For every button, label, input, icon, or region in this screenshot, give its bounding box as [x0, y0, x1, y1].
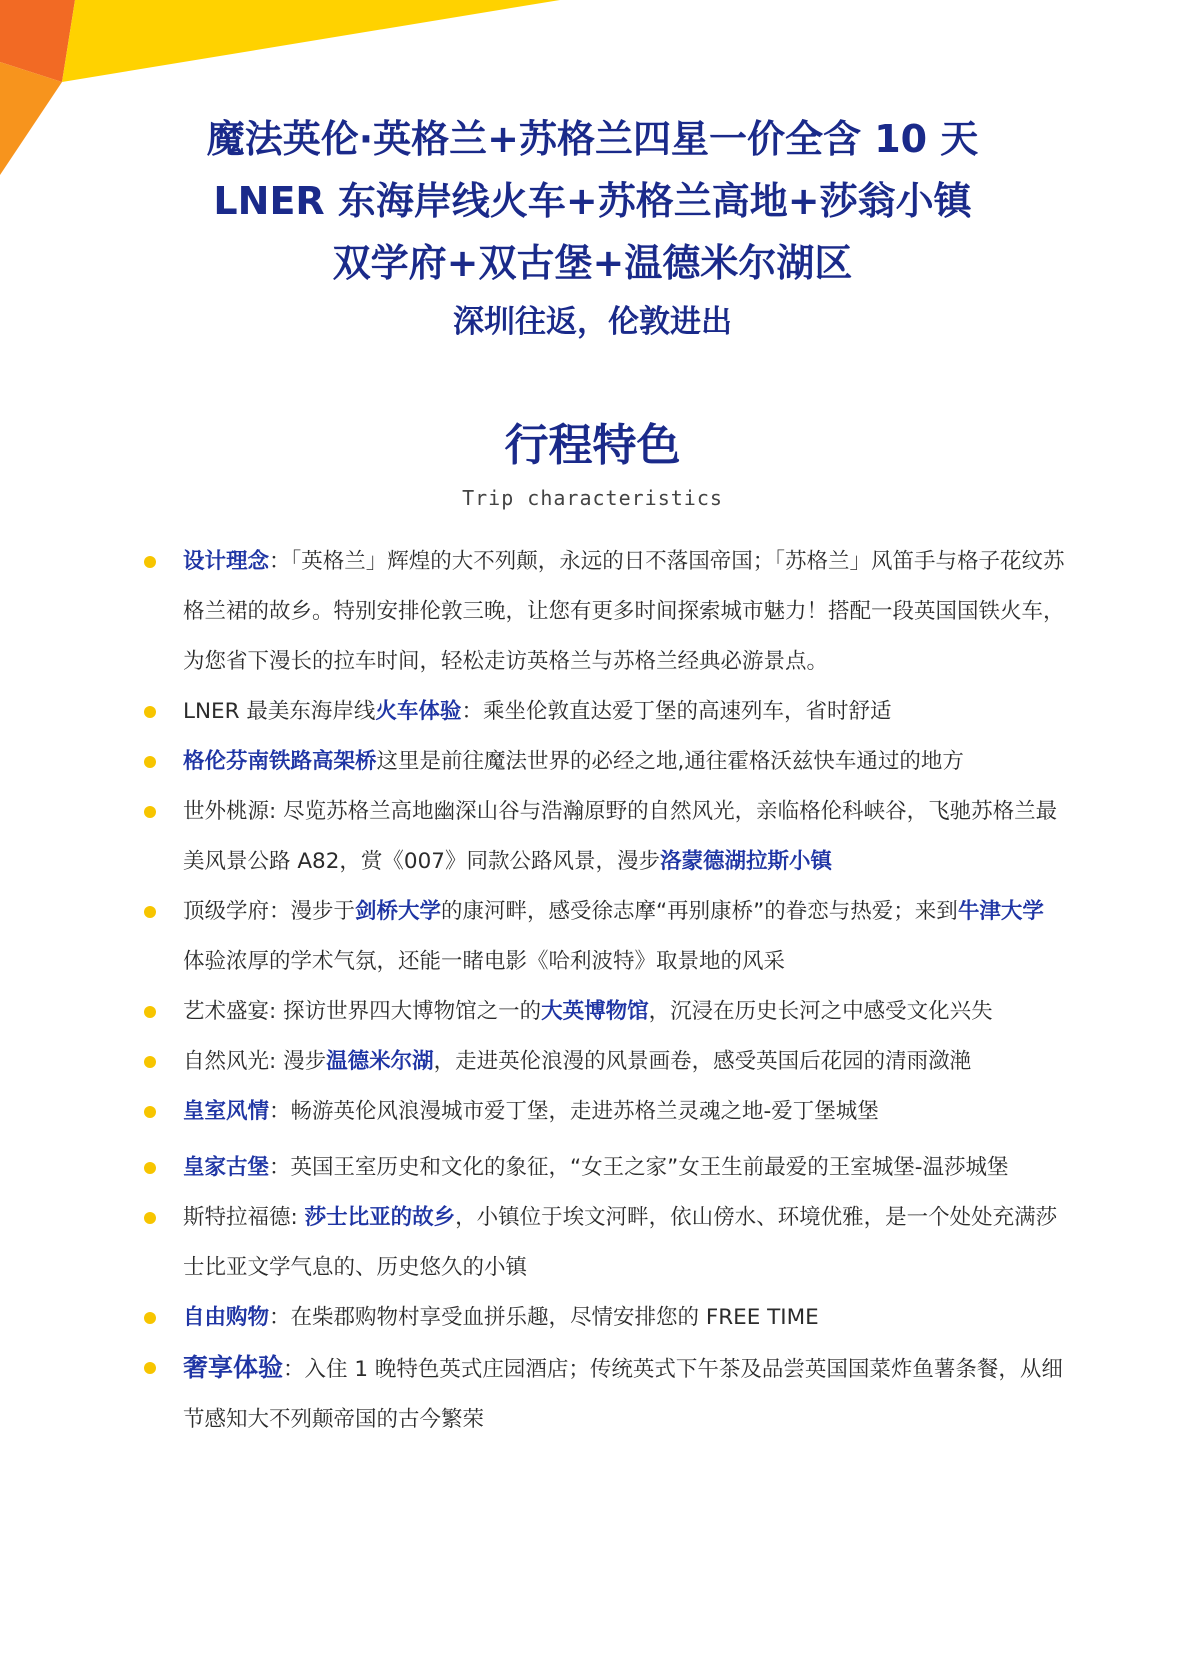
bullet-icon: [144, 1362, 156, 1374]
feature-item-royal-style: [140, 1087, 1065, 1137]
bullet-icon: [144, 706, 156, 718]
bullet-icon: [144, 1312, 156, 1324]
feature-item-luxury: [140, 1343, 1065, 1445]
feature-item-museum: [140, 987, 1065, 1037]
feature-item-highlands: [140, 787, 1065, 887]
feature-highlight: 洛蒙德湖拉斯小镇: [659, 849, 832, 874]
feature-text: ：乘坐伦敦直达爱丁堡的高速列车，省时舒适: [461, 699, 892, 724]
feature-item-shopping: [140, 1293, 1065, 1343]
feature-text: 世外桃源: 尽览苏格兰高地幽深山谷与浩瀚原野的自然风光，亲临格伦科峡谷，飞驰苏格兰最美风景公路 A82，赏《007》同款公路风景，漫步: [183, 799, 1058, 874]
section-title: 行程特色: [504, 420, 681, 471]
feature-item-lake: [140, 1037, 1065, 1087]
feature-text: 斯特拉福德:: [183, 1205, 305, 1230]
feature-item-royal-castle: [140, 1143, 1065, 1193]
bullet-icon: [144, 556, 156, 568]
bullet-icon: [144, 1106, 156, 1118]
trip-title-line-1: 魔法英伦·英格兰+苏格兰四星一价全含 10 天: [206, 117, 979, 161]
trip-title-line-3: 双学府+双古堡+温德米尔湖区: [332, 241, 853, 285]
feature-text: 的康河畔，感受徐志摩“再别康桥”的眷恋与热爱；来到: [441, 899, 958, 924]
feature-highlight: 皇室风情: [183, 1099, 270, 1124]
feature-text: ：畅游英伦风浪漫城市爱丁堡，走进苏格兰灵魂之地-爱丁堡城堡: [269, 1099, 879, 1124]
bullet-icon: [144, 756, 156, 768]
feature-list: [140, 537, 1065, 1445]
feature-text: ，沉浸在历史长河之中感受文化兴失: [648, 999, 993, 1024]
feature-highlight: 莎士比亚的故乡: [304, 1205, 456, 1230]
feature-highlight: 格伦芬南铁路高架桥: [183, 749, 377, 774]
feature-text: ，走进英伦浪漫的风景画卷，感受英国后花园的清雨潋滟: [433, 1049, 972, 1074]
feature-text: 自然风光: 漫步: [183, 1049, 327, 1074]
bullet-icon: [144, 906, 156, 918]
feature-text: LNER 最美东海岸线: [183, 699, 376, 724]
feature-text: 体验浓厚的学术气氛，还能一睹电影《哈利波特》取景地的风采: [183, 949, 786, 974]
feature-text: ：「英格兰」辉煌的大不列颠，永远的日不落国帝国；「苏格兰」风笛手与格子花纹苏格兰裙的故乡。特别安排伦敦三晚，让您有更多时间探索城市魅力！搭配一段英国国铁火车，为您省下漫长的拉车时间，轻松走访英格兰与苏格兰经典必游景点。: [183, 549, 1065, 674]
trip-route: 深圳往返，伦敦进出: [453, 304, 732, 340]
feature-text: ，小镇位于埃文河畔，依山傍水、环境优雅，是一个处处充满莎士比亚文学气息的、历史悠久的小镇: [183, 1205, 1058, 1280]
trip-title-line-2: LNER 东海岸线火车+苏格兰高地+莎翁小镇: [213, 179, 972, 223]
bullet-icon: [144, 1212, 156, 1224]
feature-text: 艺术盛宴: 探访世界四大博物馆之一的: [183, 999, 542, 1024]
feature-highlight: 设计理念: [183, 549, 270, 574]
feature-highlight: 皇家古堡: [183, 1155, 270, 1180]
bullet-icon: [144, 1056, 156, 1068]
feature-text: 顶级学府：漫步于: [183, 899, 356, 924]
feature-text: ：英国王室历史和文化的象征，“女王之家”女王生前最爱的王室城堡-温莎城堡: [269, 1155, 1009, 1180]
feature-item-train: [140, 687, 1065, 737]
feature-highlight: 自由购物: [183, 1305, 270, 1330]
section-subtitle: Trip characteristics: [462, 486, 723, 510]
bullet-icon: [144, 806, 156, 818]
bullet-icon: [144, 1162, 156, 1174]
feature-highlight: 牛津大学: [957, 899, 1044, 924]
feature-item-design: [140, 537, 1065, 687]
feature-highlight: 火车体验: [375, 699, 462, 724]
feature-highlight: 奢享体验: [183, 1353, 284, 1382]
feature-highlight: 大英博物馆: [541, 999, 649, 1024]
trip-header: [0, 108, 1185, 348]
feature-text: ：在柴郡购物村享受血拼乐趣，尽情安排您的 FREE TIME: [269, 1305, 819, 1330]
feature-highlight: 剑桥大学: [355, 899, 442, 924]
feature-item-viaduct: [140, 737, 1065, 787]
feature-text: 这里是前往魔法世界的必经之地,通往霍格沃兹快车通过的地方: [376, 749, 964, 774]
feature-item-universities: [140, 887, 1065, 987]
feature-highlight: 温德米尔湖: [326, 1049, 434, 1074]
feature-text: ：入住 1 晚特色英式庄园酒店；传统英式下午茶及品尝英国国菜炸鱼薯条餐，从细节感知大不列颠帝国的古今繁荣: [183, 1357, 1063, 1432]
feature-item-stratford: [140, 1193, 1065, 1293]
bullet-icon: [144, 1006, 156, 1018]
